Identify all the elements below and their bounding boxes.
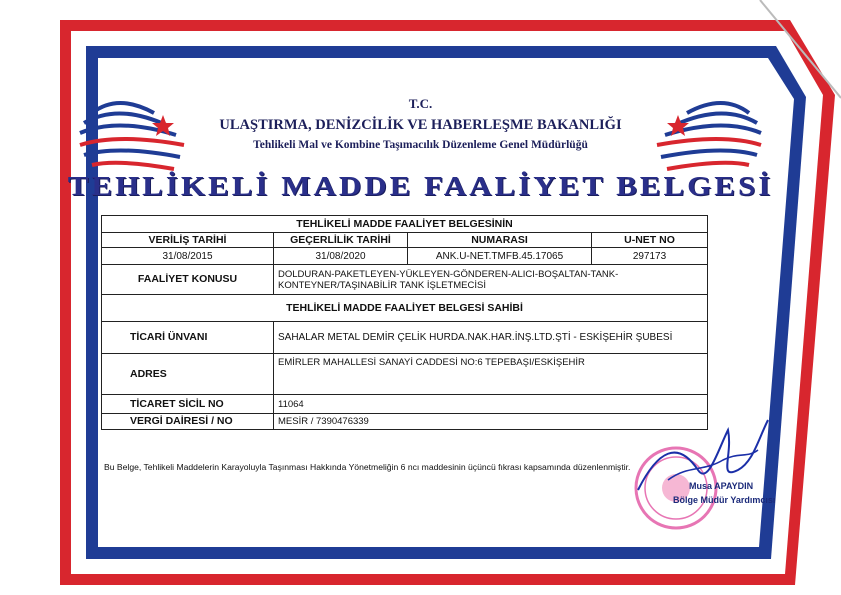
section-title-certificate: TEHLİKELİ MADDE FAALİYET BELGESİNİN [102, 216, 708, 233]
activity-value: DOLDURAN-PAKETLEYEN-YÜKLEYEN-GÖNDEREN-ALICI-BOŞALTAN-TANK-KONTEYNER/TAŞINABİLİR TANK İŞLETMECİSİ [274, 265, 708, 295]
tax-office-label: VERGİ DAİRESİ / NO [102, 414, 274, 430]
signature [608, 410, 778, 530]
registry-label: TİCARET SİCİL NO [102, 395, 274, 414]
number-header: NUMARASI [408, 233, 592, 248]
signatory-title: Bölge Müdür Yardımcısı [673, 495, 776, 505]
validity-date-value: 31/08/2020 [274, 248, 408, 265]
tax-office-value: MESİR / 7390476339 [274, 414, 708, 430]
unet-header: U-NET NO [592, 233, 708, 248]
address-value: EMİRLER MAHALLESİ SANAYİ CADDESİ NO:6 TEPEBAŞI/ESKİŞEHİR [274, 354, 708, 395]
unet-value: 297173 [592, 248, 708, 265]
section-title-owner: TEHLİKELİ MADDE FAALİYET BELGESİ SAHİBİ [102, 295, 708, 322]
address-label: ADRES [102, 354, 274, 395]
trade-name-label: TİCARİ ÜNVANI [102, 322, 274, 354]
ministry-name: ULAŞTIRMA, DENİZCİLİK VE HABERLEŞME BAKANLIĞI [219, 117, 622, 133]
issue-date-value: 31/08/2015 [102, 248, 274, 265]
validity-date-header: GEÇERLİLİK TARİHİ [274, 233, 408, 248]
certificate-title: TEHLİKELİ MADDE FAALİYET BELGESİ [67, 169, 774, 202]
activity-label: FAALİYET KONUSU [102, 265, 274, 295]
issue-date-header: VERİLİŞ TARİHİ [102, 233, 274, 248]
registry-value: 11064 [274, 395, 708, 414]
trade-name-value: SAHALAR METAL DEMİR ÇELİK HURDA.NAK.HAR.İNŞ.LTD.ŞTİ - ESKİŞEHİR ŞUBESİ [274, 322, 708, 354]
number-value: ANK.U-NET.TMFB.45.17065 [408, 248, 592, 265]
header-tc: T.C. [408, 96, 433, 111]
legal-footnote: Bu Belge, Tehlikeli Maddelerin Karayoluyla Taşınması Hakkında Yönetmeliğin 6 ncı maddesinin üçüncü fıkrası kapsamında düzenlenmiştir. [104, 462, 631, 472]
signatory-name: Musa APAYDIN [689, 481, 754, 491]
department-name: Tehlikeli Mal ve Kombine Taşımacılık Düzenleme Genel Müdürlüğü [253, 139, 588, 151]
certificate-table [101, 215, 708, 430]
